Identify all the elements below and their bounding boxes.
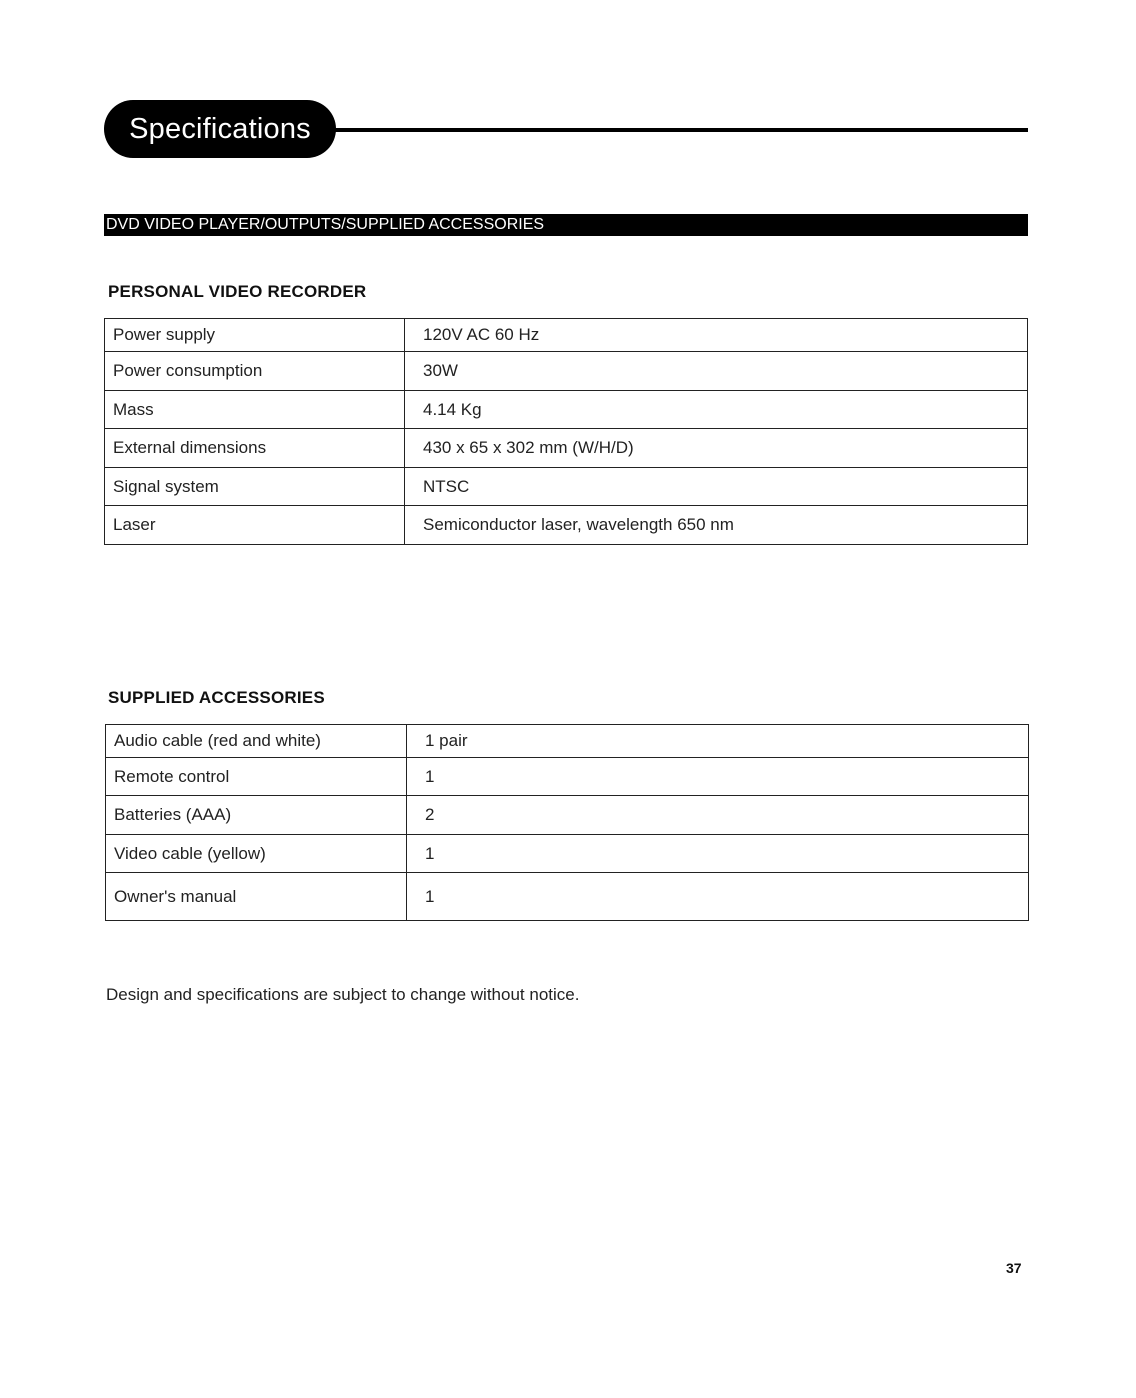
accessories-table xyxy=(105,724,1029,921)
table-row xyxy=(105,468,1028,506)
title-rule xyxy=(330,128,1028,132)
spec-value: 120V AC 60 Hz xyxy=(405,319,1028,352)
recorder-heading: PERSONAL VIDEO RECORDER xyxy=(108,282,367,301)
table-row xyxy=(105,429,1028,468)
recorder-spec-table xyxy=(104,318,1028,545)
change-notice: Design and specifications are subject to change without notice. xyxy=(106,985,580,1004)
table-row xyxy=(106,725,1029,758)
spec-value: Semiconductor laser, wavelength 650 nm xyxy=(405,506,1028,545)
spec-value: 4.14 Kg xyxy=(405,391,1028,429)
accessories-heading: SUPPLIED ACCESSORIES xyxy=(108,688,325,707)
table-row xyxy=(105,352,1028,391)
spec-value: 430 x 65 x 302 mm (W/H/D) xyxy=(405,429,1028,468)
spec-label: Mass xyxy=(105,391,405,429)
accessory-label: Batteries (AAA) xyxy=(106,796,407,835)
table-row xyxy=(105,506,1028,545)
table-row xyxy=(105,319,1028,352)
table-row xyxy=(106,873,1029,921)
spec-label: Signal system xyxy=(105,468,405,506)
accessory-label: Video cable (yellow) xyxy=(106,835,407,873)
accessory-label: Audio cable (red and white) xyxy=(106,725,407,758)
accessory-quantity: 1 xyxy=(407,873,1029,921)
page-title: Specifications xyxy=(104,100,336,158)
spec-value: 30W xyxy=(405,352,1028,391)
table-row xyxy=(106,758,1029,796)
accessory-quantity: 2 xyxy=(407,796,1029,835)
table-row xyxy=(106,796,1029,835)
spec-value: NTSC xyxy=(405,468,1028,506)
accessory-quantity: 1 xyxy=(407,835,1029,873)
spec-label: Power consumption xyxy=(105,352,405,391)
spec-label: External dimensions xyxy=(105,429,405,468)
accessory-label: Owner's manual xyxy=(106,873,407,921)
spec-label: Power supply xyxy=(105,319,405,352)
table-row xyxy=(106,835,1029,873)
accessory-quantity: 1 xyxy=(407,758,1029,796)
accessory-quantity: 1 pair xyxy=(407,725,1029,758)
table-row xyxy=(105,391,1028,429)
page-number: 37 xyxy=(1006,1260,1022,1276)
section-bar: DVD VIDEO PLAYER/OUTPUTS/SUPPLIED ACCESSORIES xyxy=(104,214,1028,236)
spec-label: Laser xyxy=(105,506,405,545)
accessory-label: Remote control xyxy=(106,758,407,796)
